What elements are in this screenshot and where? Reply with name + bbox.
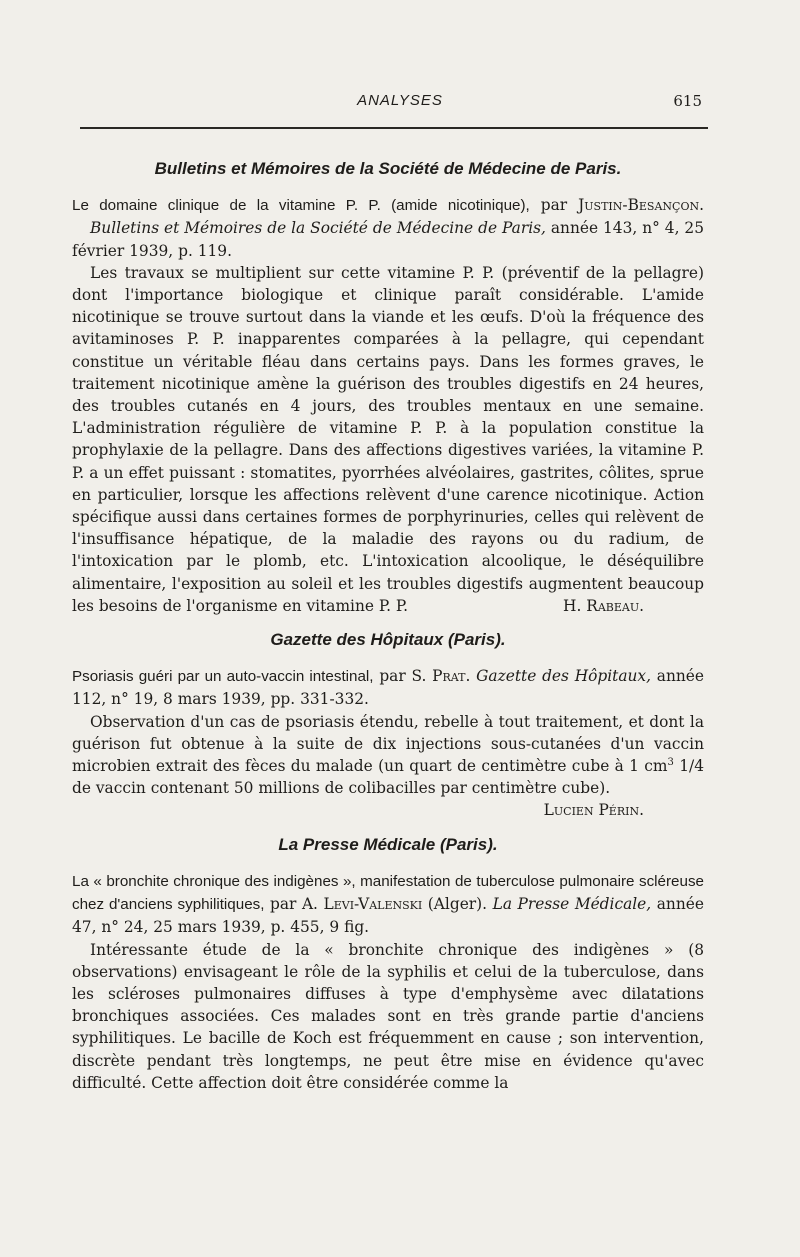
article-source-details: année 47, n° 24, 25 mars 1939, p. 455, 9 fig. — [72, 895, 704, 937]
reviewer-signature: Lucien Périn. — [543, 801, 644, 820]
article-by: par S. — [379, 667, 427, 686]
running-head-title: ANALYSES — [357, 92, 443, 109]
abstract-text-continued: 1/4 de vaccin contenant 50 millions de colibacilles par centimètre cube). — [72, 757, 704, 798]
article-source-details: année 112, n° 19, 8 mars 1939, pp. 331-332. — [72, 667, 705, 709]
article-title: La « bronchite chronique des indigènes », manifestation de tuberculose pulmonaire scléreuse chez d'anciens syphilitiques, — [72, 872, 704, 914]
article-source: Bulletins et Mémoires de la Société de Médecine de Paris, — [90, 219, 546, 238]
article-source: La Presse Médicale, — [492, 895, 652, 914]
article-author: Levi-Valenski — [323, 895, 423, 914]
article-author: Prat. — [432, 667, 471, 686]
article-title: Le domaine clinique de la vitamine P. P. (amide nicotinique), — [72, 197, 530, 215]
header-rule — [80, 127, 708, 129]
article-heading — [72, 194, 704, 262]
page-number: 615 — [673, 92, 702, 110]
running-head — [0, 92, 800, 114]
article-by: par A. — [270, 895, 318, 914]
journal-heading: Bulletins et Mémoires de la Société de Médecine de Paris. — [154, 159, 622, 178]
article-abstract — [72, 711, 704, 820]
article-title: Psoriasis guéri par un auto-vaccin intestinal, — [72, 668, 374, 686]
reviewer-signature: H. Rabeau. — [563, 596, 644, 615]
main-content — [72, 158, 704, 1094]
journal-heading: Gazette des Hôpitaux (Paris). — [270, 630, 506, 650]
article-author: Justin-Besançon. — [578, 196, 704, 215]
abstract-text: Intéressante étude de la « bronchite chronique des indigènes » (8 observations) envisageant le rôle de la syphilis et celui de la tuberculose, dans les scléroses pulmonaires diffuses à type d'emphysème avec dilatations bronchiques associées. Ces malades sont en très grande partie d'anciens syphilitiques. Le bacille de Koch est fréquemment en cause ; son intervention, discrète pendant très longtemps, ne peut être mise en évidence qu'avec difficulté. Cette affection doit être considérée comme la — [72, 940, 704, 1092]
article-heading — [72, 665, 704, 710]
article-source-details: année 143, n° 4, 25 février 1939, p. 119. — [72, 219, 704, 260]
article-author-location: (Alger). — [427, 895, 488, 914]
abstract-text: Les travaux se multiplient sur cette vitamine P. P. (préventif de la pellagre) dont l'importance biologique et clinique paraît considérable. L'amide nicotinique se trouve surtout dans la viande et les œufs. D'où la fréquence des avitaminoses P. P. inapparentes comparées à la pellagre, qui cependant constitue un véritable fléau dans certains pays. Dans les formes graves, le traitement nicotinique amène la guérison des troubles digestifs en 24 heures, des troubles cutanés en 4 jours, des troubles mentaux en une semaine. L'administration régulière de vitamine P. P. à la population constitue la prophylaxie de la pellagre. Dans des affections digestives variées, la vitamine P. P. a un effet puissant : stomatites, pyorrhées alvéolaires, gastrites, côlites, sprue en particulier, lorsque les affections relèvent d'une carence nicotinique. Action spécifique aussi dans certaines formes de porphyrinuries, celles qui relèvent de l'insuffisance hépatique, de la maladie des rayons ou du radium, de l'intoxication par le plomb, etc. L'intoxication alcoolique, le déséquilibre alimentaire, l'exposition au soleil et les troubles digestifs augmentent beaucoup les besoins de l'organisme en vitamine P. P. — [72, 263, 704, 615]
journal-heading: La Presse Médicale (Paris). — [278, 834, 498, 854]
article-heading — [72, 870, 704, 939]
superscript: 3 — [667, 756, 674, 768]
article-abstract — [72, 939, 704, 1094]
abstract-text: Observation d'un cas de psoriasis étendu, rebelle à tout traitement, et dont la guérison fut obtenue à la suite de dix injections sous-cutanées d'un vaccin microbien extrait des fèces du malade (un quart de centimètre cube à 1 cm — [72, 712, 704, 776]
article-abstract — [72, 262, 704, 617]
article-source: Gazette des Hôpitaux, — [476, 667, 652, 686]
article-by: par — [540, 196, 568, 215]
